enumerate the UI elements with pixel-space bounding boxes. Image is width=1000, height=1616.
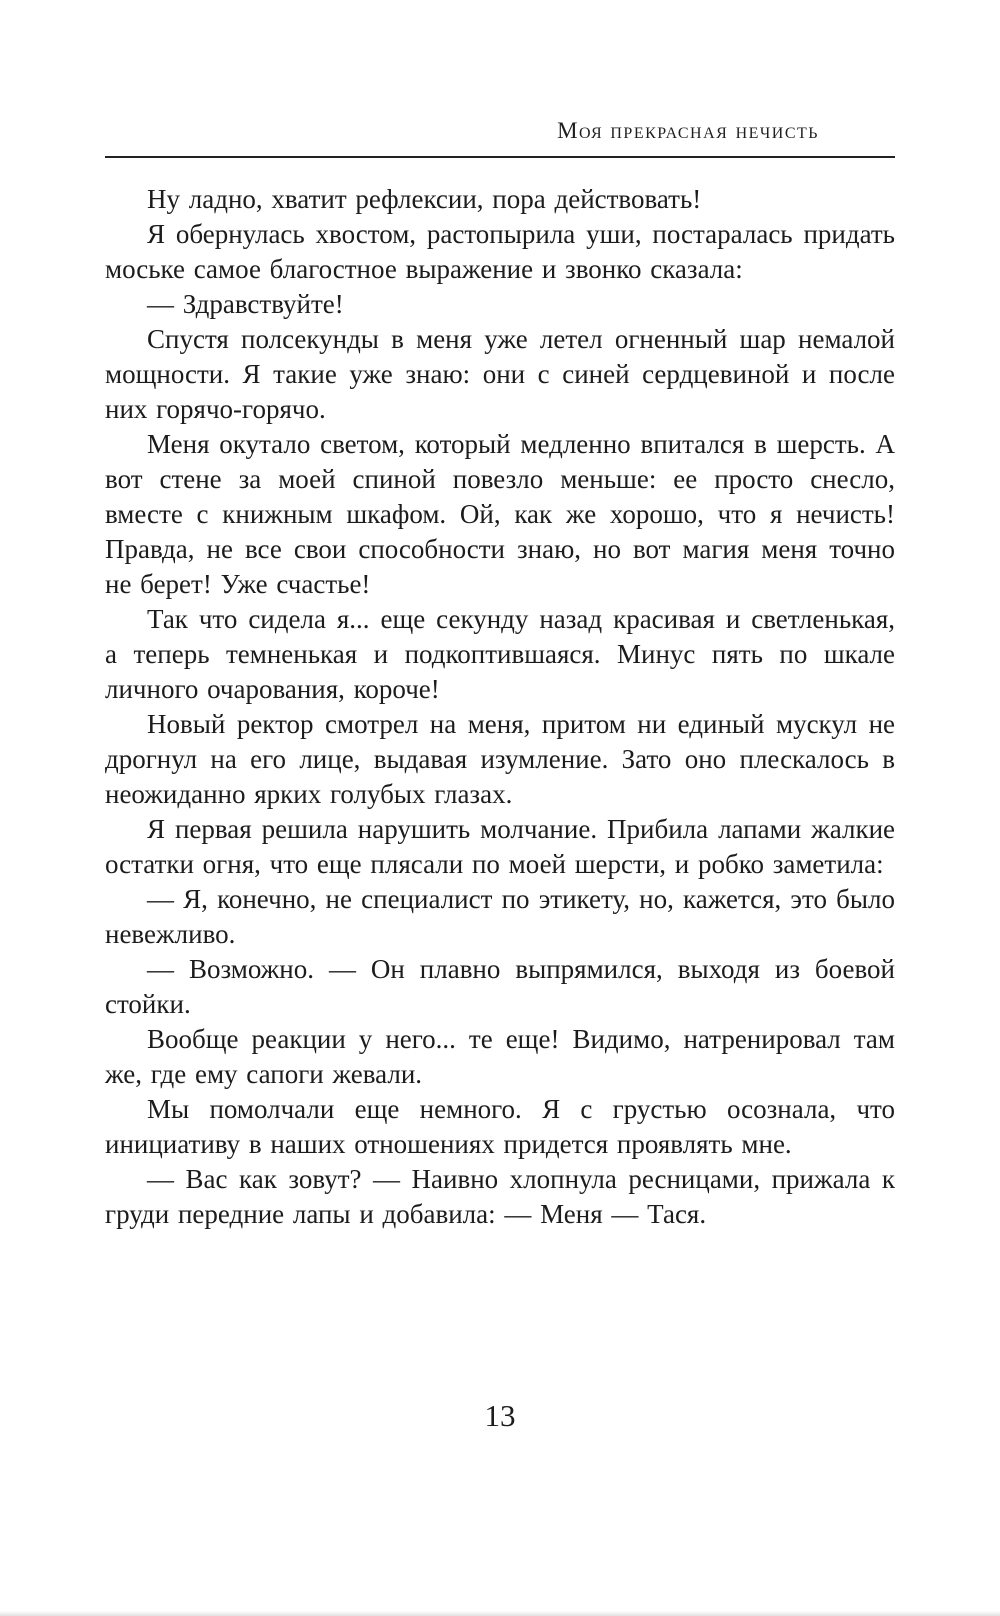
header-rule xyxy=(105,156,895,158)
paragraph: Меня окутало светом, который медленно впитался в шерсть. А вот стене за моей спиной повезло меньше: ее просто снесло, вместе с книжным шкафом. Ой, как же хорошо, что я нечисть! Правда, не все свои способности знаю, но вот магия меня точно не берет! Уже счастье! xyxy=(105,429,895,599)
paragraph: Ну ладно, хватит рефлексии, пора действовать! xyxy=(147,184,702,214)
paragraph: Новый ректор смотрел на меня, притом ни единый мускул не дрогнул на его лице, выдавая изумление. Зато оно плескалось в неожиданно ярких голубых глазах. xyxy=(105,709,895,809)
paragraph: — Здравствуйте! xyxy=(147,289,344,319)
paragraph: Я обернулась хвостом, растопырила уши, постаралась придать моське самое благостное выражение и звонко сказала: xyxy=(105,219,895,284)
page-body xyxy=(105,182,895,1232)
paragraph: Спустя полсекунды в меня уже летел огненный шар немалой мощности. Я такие уже знаю: они с синей сердцевиной и после них горячо-горячо. xyxy=(105,324,895,424)
running-header xyxy=(105,118,895,144)
paragraph: Я первая решила нарушить молчание. Прибила лапами жалкие остатки огня, что еще плясали по моей шерсти, и робко заметила: xyxy=(105,814,895,879)
paragraph: Так что сидела я... еще секунду назад красивая и светленькая, а теперь темненькая и подкоптившаяся. Минус пять по шкале личного очарования, короче! xyxy=(105,604,895,704)
paragraph: Вообще реакции у него... те еще! Видимо, натренировал там же, где ему сапоги жевали. xyxy=(105,1024,895,1089)
paragraph: — Возможно. — Он плавно выпрямился, выходя из боевой стойки. xyxy=(105,954,895,1019)
page-footer xyxy=(0,1398,1000,1434)
paragraph: — Вас как зовут? — Наивно хлопнула ресницами, прижала к груди передние лапы и добавила: — Меня — Тася. xyxy=(105,1164,895,1229)
page-number: 13 xyxy=(484,1398,516,1433)
paragraph: Мы помолчали еще немного. Я с грустью осознала, что инициативу в наших отношениях придется проявлять мне. xyxy=(105,1094,895,1159)
paragraph: — Я, конечно, не специалист по этикету, но, кажется, это было невежливо. xyxy=(105,884,895,949)
scan-bottom-edge xyxy=(0,1611,1000,1616)
running-header-title: Моя прекрасная нечисть xyxy=(557,118,819,143)
